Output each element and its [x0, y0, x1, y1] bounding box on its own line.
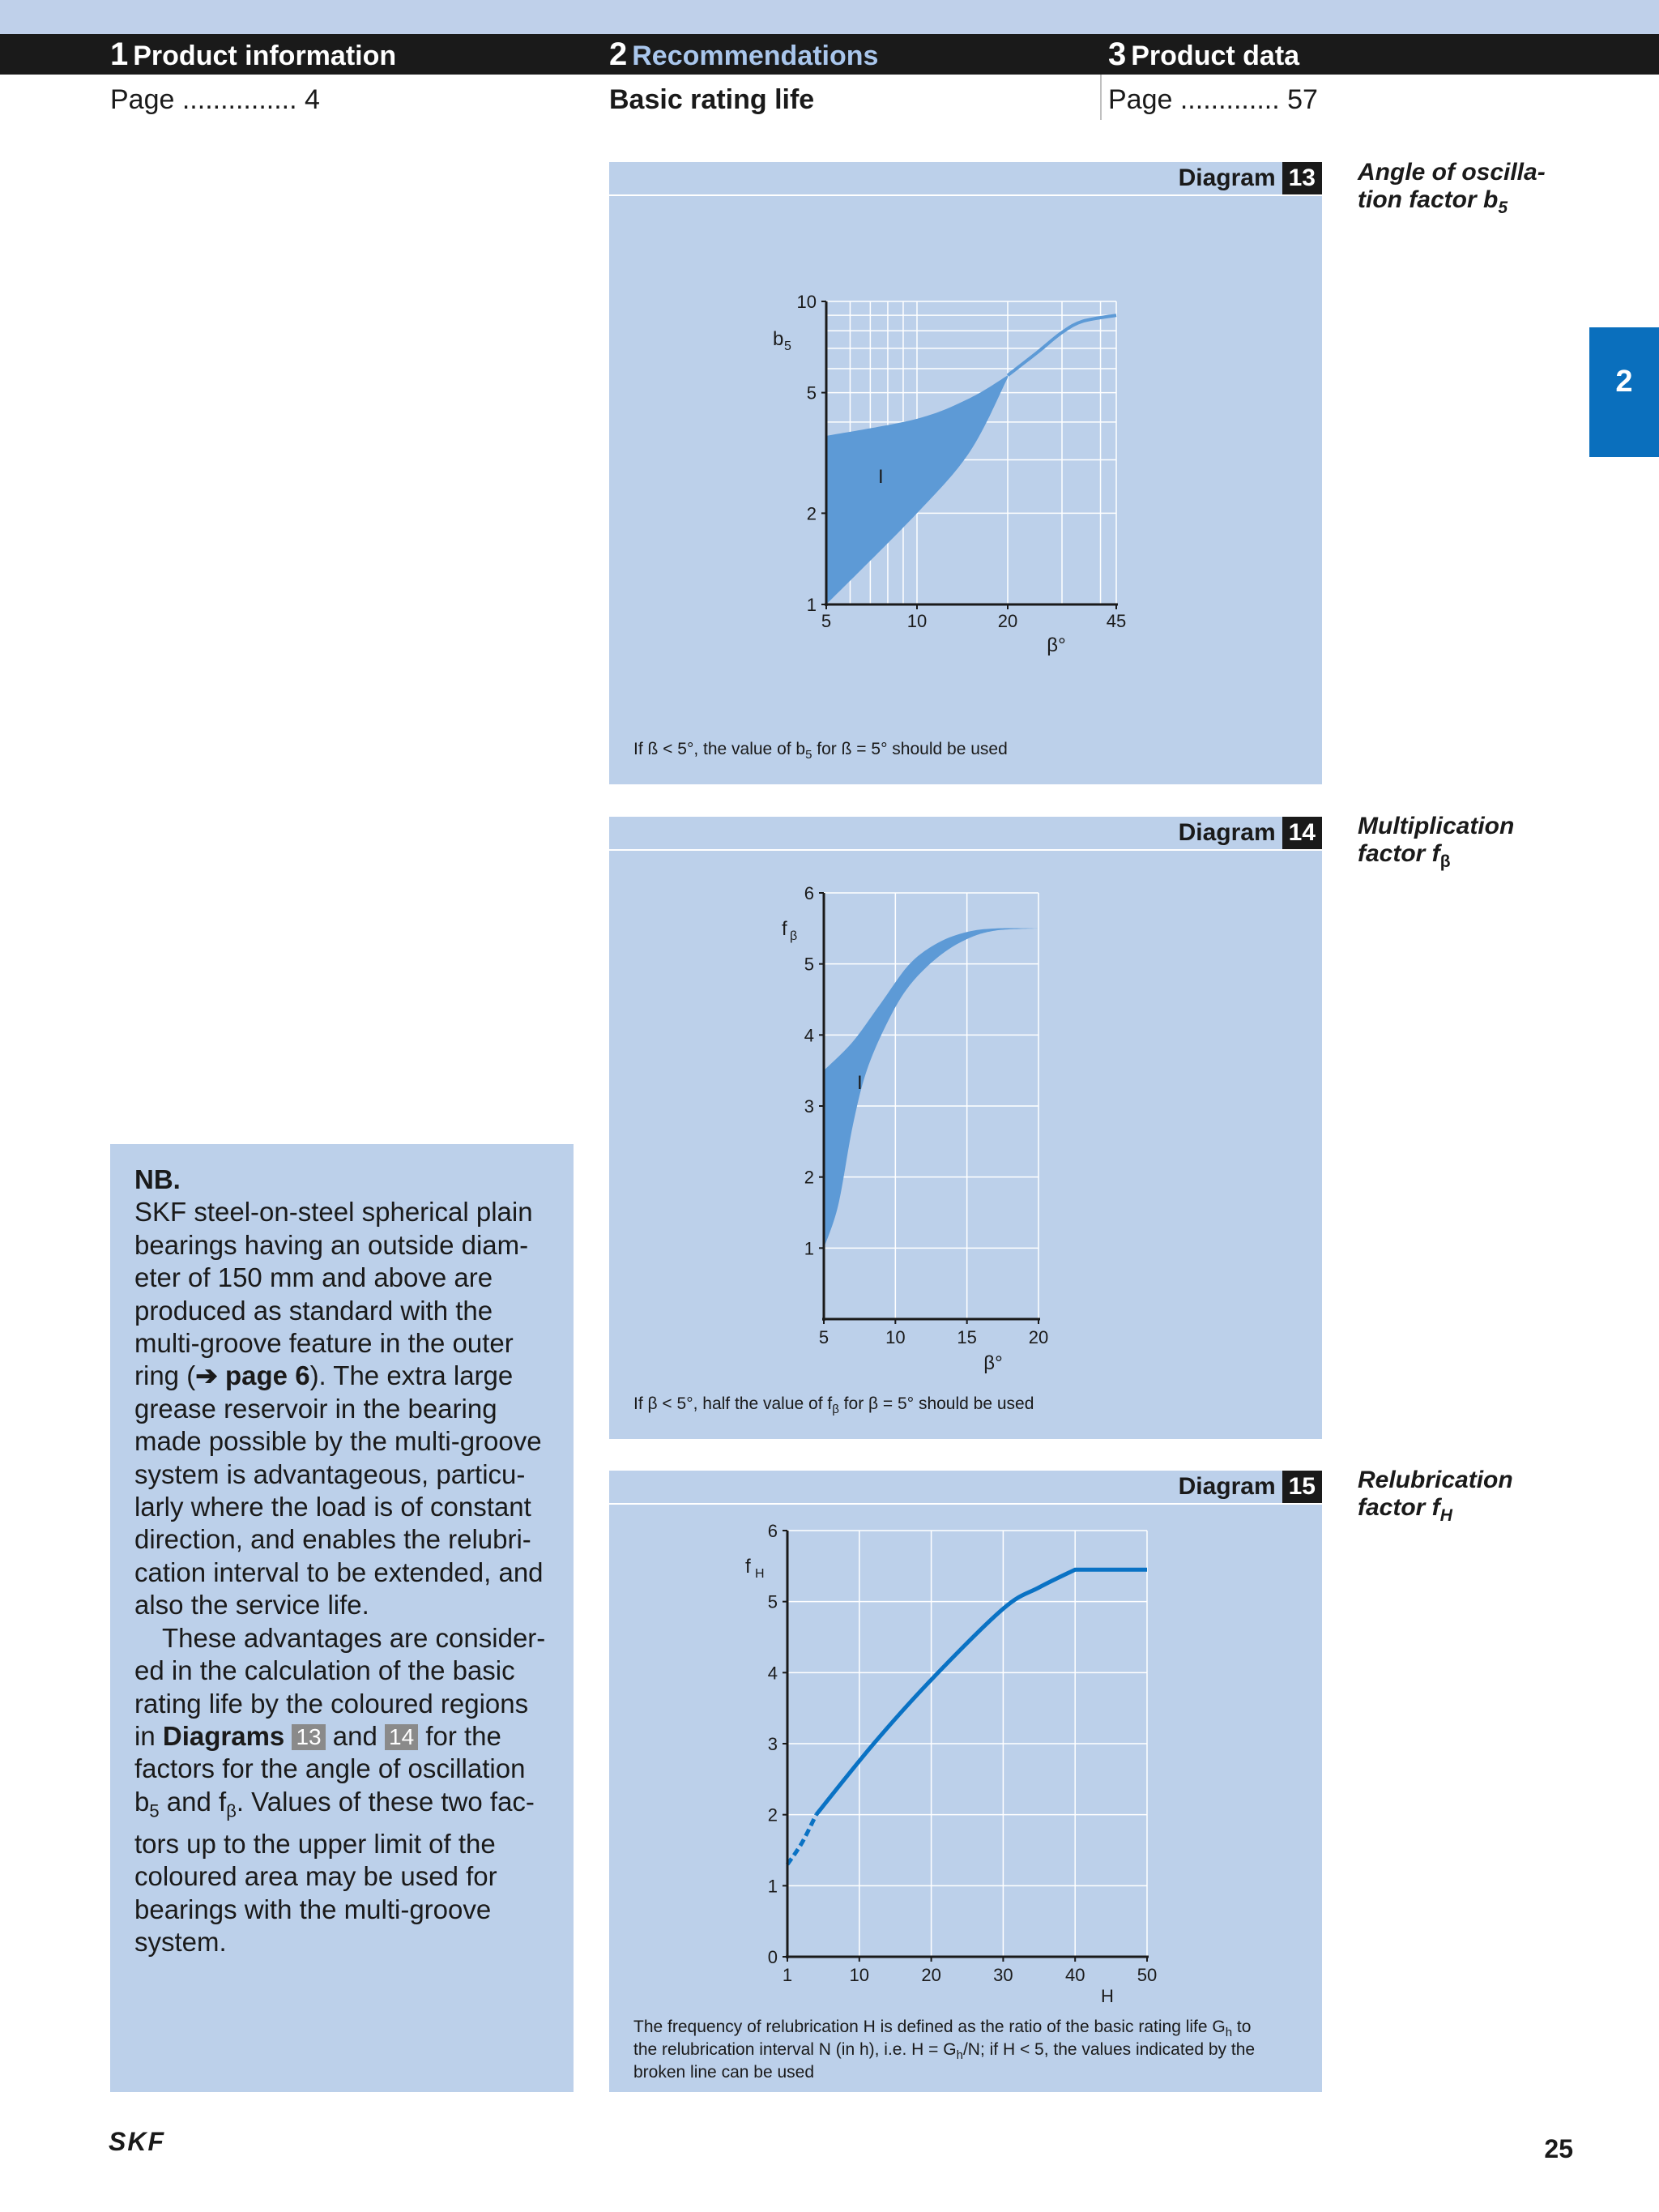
note-sub: h [1225, 2026, 1233, 2040]
nav-product-data[interactable] [1108, 34, 1299, 75]
y-tick-label: 2 [767, 1804, 778, 1826]
y-tick-label: 3 [767, 1734, 778, 1754]
diagram-note [633, 2018, 1255, 2081]
divider [1100, 75, 1102, 120]
diagram-15-panel [609, 1471, 1322, 2092]
y-tick-label: 1 [804, 1238, 814, 1259]
y-tick-label: 5 [806, 382, 817, 404]
note-sub: 5 [805, 748, 812, 762]
nav-label: Product data [1131, 41, 1300, 71]
x-tick-label: 10 [849, 1965, 870, 1985]
note-text: to [1232, 2018, 1252, 2036]
nb-note-box [110, 1144, 574, 2092]
page-link[interactable]: page 6 [225, 1360, 310, 1391]
y-tick-label: 2 [806, 503, 817, 524]
dashed-curve [787, 1815, 817, 1864]
chart-fh [609, 1471, 1322, 2092]
y-axis-label: f [782, 918, 787, 940]
nav-label: Product information [133, 41, 397, 71]
x-tick-label: 20 [921, 1965, 941, 1985]
note-text: for β = 5° should be used [838, 1394, 1034, 1413]
caption-line: Multiplication [1358, 813, 1515, 839]
caption-line: Relubrication [1358, 1467, 1513, 1493]
y-tick-label: 4 [804, 1025, 814, 1046]
diagram-number: 14 [1282, 817, 1322, 849]
x-axis-label: H [1101, 1986, 1114, 2006]
relubrication-curve [817, 1569, 1147, 1814]
y-axis-label-sub: H [755, 1567, 765, 1581]
multiplication-region [824, 929, 1038, 1249]
region-label: I [878, 466, 884, 488]
caption-line: tion factor b [1358, 186, 1499, 213]
diagram-word: Diagram [1178, 1473, 1276, 1500]
y-tick-label: 3 [804, 1096, 814, 1117]
x-tick-label: 10 [906, 611, 928, 631]
y-tick-label: 1 [767, 1876, 778, 1897]
x-tick-label: 20 [997, 611, 1018, 631]
y-tick-label: 10 [796, 292, 817, 312]
note-sub: β [832, 1403, 839, 1417]
note-text: broken line can be used [633, 2063, 814, 2082]
y-axis-label-sub: β [790, 929, 798, 943]
x-tick-label: 40 [1064, 1965, 1085, 1985]
chart-fbeta [609, 817, 1322, 1439]
diagram-note [633, 741, 1008, 764]
nb-para1-a: SKF steel-on-steel spherical plain bearings having an outside diam-eter of 150 mm and above are produced as standard with the multi-groove feature in the outer ring ( [134, 1197, 533, 1391]
nb-and: and f [159, 1786, 227, 1817]
nav-label: Recommendations [632, 41, 879, 71]
y-tick-label: 0 [767, 1947, 778, 1967]
diagram-word: Diagram [1178, 819, 1276, 846]
note-text: If ß < 5°, the value of b [633, 740, 806, 758]
section-title: Basic rating life [609, 84, 815, 115]
caption-sub: 5 [1498, 199, 1508, 217]
skf-logo-mark [109, 2129, 190, 2154]
chapter-tab[interactable]: 2 [1589, 327, 1659, 457]
diagram-number: 13 [1282, 162, 1322, 194]
x-tick-label: 5 [821, 611, 832, 631]
nb-para2-c: . Values of these two fac-tors up to the upper limit of the coloured area may be used for bearings with the multi-groove system. [134, 1786, 535, 1957]
y-tick-label: 6 [767, 1521, 778, 1541]
note-text: The frequency of relubrication H is defined as the ratio of the basic rating life G [633, 2018, 1226, 2036]
caption-line: factor f [1358, 1494, 1440, 1521]
x-tick-label: 30 [993, 1965, 1013, 1985]
nav-number: 1 [110, 36, 129, 72]
caption-sub: β [1439, 852, 1451, 871]
y-tick-label: 2 [804, 1167, 814, 1188]
nav-product-information[interactable] [110, 34, 396, 75]
note-sub: h [956, 2048, 963, 2063]
diagram-14-caption [1358, 813, 1514, 876]
top-band [0, 0, 1659, 34]
chart-b5 [609, 162, 1322, 784]
right-page-ref[interactable]: Page ............. 57 [1108, 84, 1318, 115]
caption-line: factor f [1358, 840, 1440, 867]
x-tick-label: 5 [818, 1327, 830, 1347]
x-axis-label: β° [1047, 634, 1066, 656]
diagrams-word: Diagrams [162, 1720, 285, 1751]
nav-number: 3 [1108, 36, 1127, 72]
and-word: and [332, 1720, 377, 1751]
skf-logo [109, 2129, 190, 2158]
diagram-13-caption [1358, 159, 1546, 222]
diagram-14-ref[interactable]: 14 [385, 1724, 418, 1750]
nav-number: 2 [609, 36, 628, 72]
nb-para1-b: ). The extra large grease reservoir in the bearing made possible by the multi-groove system is advantageous, particu-larly where the load is of constant direction, and enables the relubri-cation interval to be extended, and also the service life. [134, 1360, 544, 1621]
logo-text: SKF [109, 2129, 165, 2154]
nb-para2-b: for the factors for the angle of oscillation b [134, 1720, 526, 1817]
note-text: /N; if H < 5, the values indicated by the [962, 2040, 1256, 2060]
region-label: I [857, 1072, 863, 1094]
note-text: If β < 5°, half the value of f [633, 1394, 833, 1413]
x-tick-label: 20 [1028, 1327, 1049, 1347]
x-tick-label: 15 [957, 1327, 977, 1347]
diagram-word: Diagram [1178, 164, 1276, 191]
y-tick-label: 5 [804, 954, 814, 975]
caption-sub: H [1439, 1506, 1452, 1525]
caption-line: Angle of oscilla- [1358, 159, 1546, 186]
arrow-icon: ➔ [195, 1360, 218, 1391]
x-axis-label: β° [983, 1352, 1003, 1374]
diagram-13-panel [609, 162, 1322, 784]
y-tick-label: 4 [767, 1663, 778, 1684]
diagram-note [633, 1395, 1034, 1419]
sub-5: 5 [149, 1800, 160, 1821]
diagram-15-caption [1358, 1467, 1513, 1530]
x-tick-label: 10 [885, 1327, 906, 1347]
nb-text [134, 1164, 552, 1958]
x-tick-label: 50 [1137, 1965, 1158, 1985]
y-tick-label: 1 [806, 595, 817, 615]
page-number: 25 [1544, 2134, 1573, 2163]
x-tick-label: 45 [1106, 611, 1127, 631]
y-tick-label: 5 [767, 1591, 778, 1612]
y-axis-label: b [773, 328, 784, 350]
note-text: for ß = 5° should be used [812, 740, 1008, 758]
diagram-14-panel [609, 817, 1322, 1439]
diagram-number: 15 [1282, 1471, 1322, 1503]
y-tick-label: 6 [804, 883, 814, 903]
y-axis-label-sub: 5 [784, 339, 791, 353]
x-tick-label: 1 [782, 1965, 793, 1985]
nb-para2-a: These advantages are consider-ed in the calculation of the basic rating life by the coloured regions in [134, 1622, 546, 1751]
nav-recommendations[interactable] [609, 34, 878, 75]
diagram-13-ref[interactable]: 13 [292, 1724, 325, 1750]
y-axis-label: f [745, 1556, 751, 1578]
note-text: the relubrication interval N (in h), i.e. H = G [633, 2040, 957, 2060]
left-page-ref[interactable]: Page ............... 4 [110, 84, 320, 115]
sub-beta: β [226, 1800, 237, 1821]
nb-title: NB. [134, 1164, 181, 1194]
